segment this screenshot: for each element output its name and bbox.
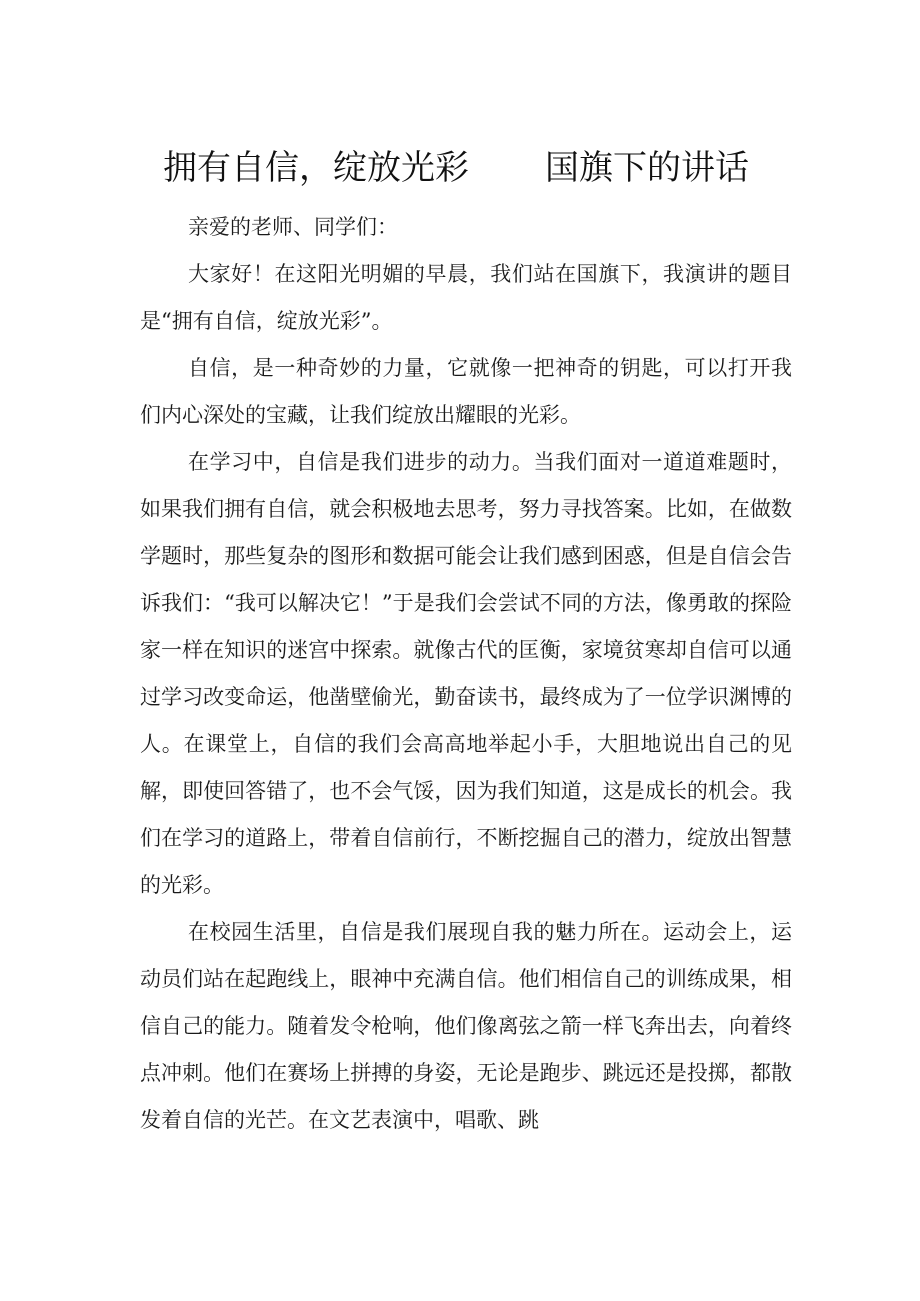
title-main: 拥有自信，绽放光彩 xyxy=(163,148,469,188)
body-paragraph: 大家好！在这阳光明媚的早晨，我们站在国旗下，我演讲的题目是“拥有自信，绽放光彩”。 xyxy=(140,262,792,333)
body-paragraph: 在学习中，自信是我们进步的动力。当我们面对一道道难题时，如果我们拥有自信，就会积极地去思考，努力寻找答案。比如，在做数学题时，那些复杂的图形和数据可能会让我们感到困惑，但是自信会告诉我们：“我可以解决它！”于是我们会尝试不同的方法，像勇敢的探险家一样在知识的迷宫中探索。就像古代的匡衡，家境贫寒却自信可以通过学习改变命运，他凿壁偷光，勤奋读书，最终成为了一位学识渊博的人。在课堂上，自信的我们会高高地举起小手，大胆地说出自己的见解，即使回答错了，也不会气馁，因为我们知道，这是成长的机会。我们在学习的道路上，带着自信前行，不断挖掘自己的潜力，绽放出智慧的光彩。 xyxy=(140,450,792,897)
title-subtitle: 国旗下的讲话 xyxy=(545,148,749,188)
body-paragraph: 在校园生活里，自信是我们展现自我的魅力所在。运动会上，运动员们站在起跑线上，眼神中充满自信。他们相信自己的训练成果，相信自己的能力。随着发令枪响，他们像离弦之箭一样飞奔出去，向着终点冲刺。他们在赛场上拼搏的身姿，无论是跑步、跳远还是投掷，都散发着自信的光芒。在文艺表演中，唱歌、跳 xyxy=(140,920,792,1132)
document-title xyxy=(0,140,920,200)
document-body xyxy=(140,204,792,1144)
body-paragraph: 自信，是一种奇妙的力量，它就像一把神奇的钥匙，可以打开我们内心深处的宝藏，让我们绽放出耀眼的光彩。 xyxy=(140,356,792,427)
salutation-paragraph: 亲爱的老师、同学们： xyxy=(188,215,398,239)
